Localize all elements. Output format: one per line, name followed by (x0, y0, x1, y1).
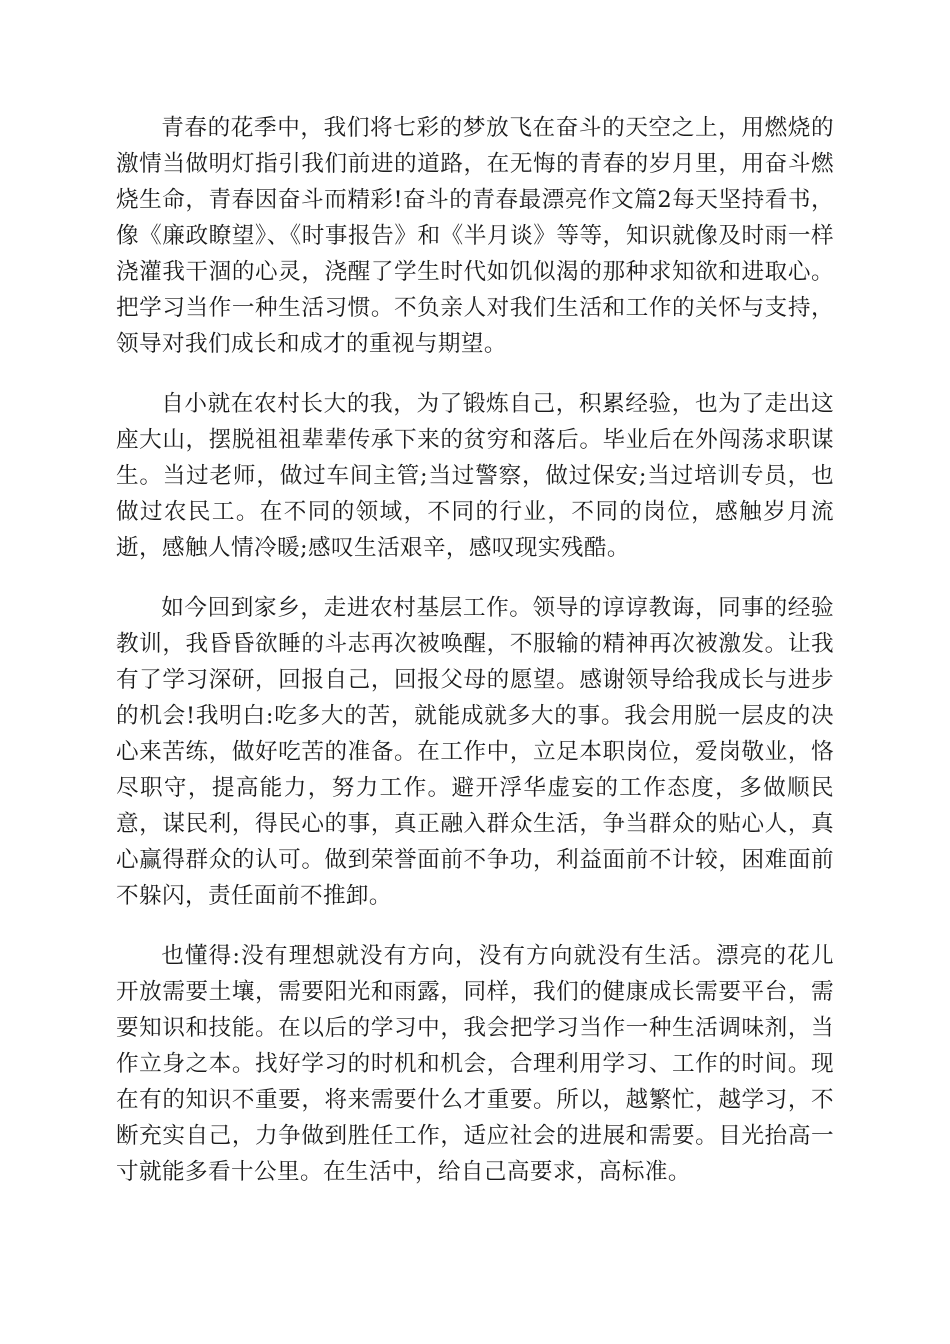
paragraph-1: 青春的花季中，我们将七彩的梦放飞在奋斗的天空之上，用燃烧的激情当做明灯指引我们前进的道路，在无悔的青春的岁月里，用奋斗燃烧生命，青春因奋斗而精彩!奋斗的青春最漂亮作文篇2每天坚持看书，像《廉政瞭望》、《时事报告》和《半月谈》等等，知识就像及时雨一样浇灌我干涸的心灵，浇醒了学生时代如饥似渴的那种求知欲和进取心。把学习当作一种生活习惯。不负亲人对我们生活和工作的关怀与支持，领导对我们成长和成才的重视与期望。 (116, 115, 834, 357)
paragraph-4: 也懂得:没有理想就没有方向，没有方向就没有生活。漂亮的花儿开放需要土壤，需要阳光和雨露，同样，我们的健康成长需要平台，需要知识和技能。在以后的学习中，我会把学习当作一种生活调味剂，当作立身之本。找好学习的时机和机会，合理利用学习、工作的时间。现在有的知识不重要，将来需要什么才重要。所以，越繁忙，越学习，不断充实自己，力争做到胜任工作，适应社会的进展和需要。目光抬高一寸就能多看十公里。在生活中，给自己高要求，高标准。 (116, 943, 834, 1185)
paragraph-3: 如今回到家乡，走进农村基层工作。领导的谆谆教诲，同事的经验教训，我昏昏欲睡的斗志再次被唤醒，不服输的精神再次被激发。让我有了学习深研，回报自己，回报父母的愿望。感谢领导给我成长与进步的机会!我明白:吃多大的苦，就能成就多大的事。我会用脱一层皮的决心来苦练，做好吃苦的准备。在工作中，立足本职岗位，爱岗敬业，恪尽职守，提高能力，努力工作。避开浮华虚妄的工作态度，多做顺民意，谋民利，得民心的事，真正融入群众生活，争当群众的贴心人，真心赢得群众的认可。做到荣誉面前不争功，利益面前不计较，困难面前不躲闪，责任面前不推卸。 (116, 595, 834, 909)
document-body (116, 110, 834, 1214)
paragraph-2: 自小就在农村长大的我，为了锻炼自己，积累经验，也为了走出这座大山，摆脱祖祖辈辈传承下来的贫穷和落后。毕业后在外闯荡求职谋生。当过老师，做过车间主管;当过警察，做过保安;当过培训专员，也做过农民工。在不同的领域，不同的行业，不同的岗位，感触岁月流逝，感触人情冷暖;感叹生活艰辛，感叹现实残酷。 (116, 391, 834, 561)
